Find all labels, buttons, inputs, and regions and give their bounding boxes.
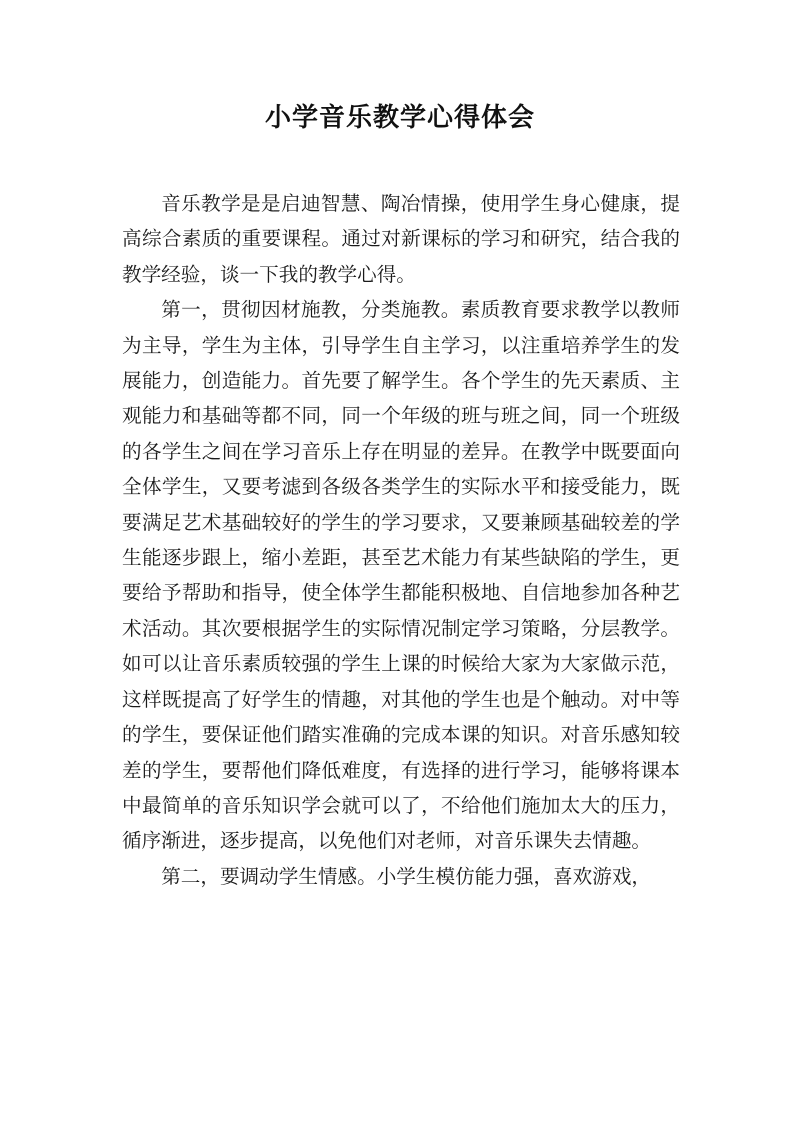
document-body — [122, 186, 680, 894]
paragraph-first-point: 第一，贯彻因材施教，分类施教。素质教育要求教学以教师为主导，学生为主体，引导学生自主学习，以注重培养学生的发展能力，创造能力。首先要了解学生。各个学生的先天素质、主观能力和基础等都不同，同一个年级的班与班之间，同一个班级的各学生之间在学习音乐上存在明显的差异。在教学中既要面向全体学生，又要考滤到各级各类学生的实际水平和接受能力，既要满足艺术基础较好的学生的学习要求，又要兼顾基础较差的学生能逐步跟上，缩小差距，甚至艺术能力有某些缺陷的学生，更要给予帮助和指导，使全体学生都能积极地、自信地参加各种艺术活动。其次要根据学生的实际情况制定学习策略，分层教学。如可以让音乐素质较强的学生上课的时候给大家为大家做示范，这样既提高了好学生的情趣，对其他的学生也是个触动。对中等的学生，要保证他们踏实准确的完成本课的知识。对音乐感知较差的学生，要帮他们降低难度，有选择的进行学习，能够将课本中最简单的音乐知识学会就可以了，不给他们施加太大的压力，循序渐进，逐步提高，以免他们对老师，对音乐课失去情趣。 — [122, 298, 680, 853]
paragraph-second-point: 第二，要调动学生情感。小学生模仿能力强，喜欢游戏， — [161, 864, 652, 888]
document-title: 小学音乐教学心得体会 — [264, 103, 535, 133]
paragraph-intro: 音乐教学是是启迪智慧、陶冶情操，使用学生身心健康，提高综合素质的重要课程。通过对新课标的学习和研究，结合我的教学经验，谈一下我的教学心得。 — [122, 192, 680, 286]
